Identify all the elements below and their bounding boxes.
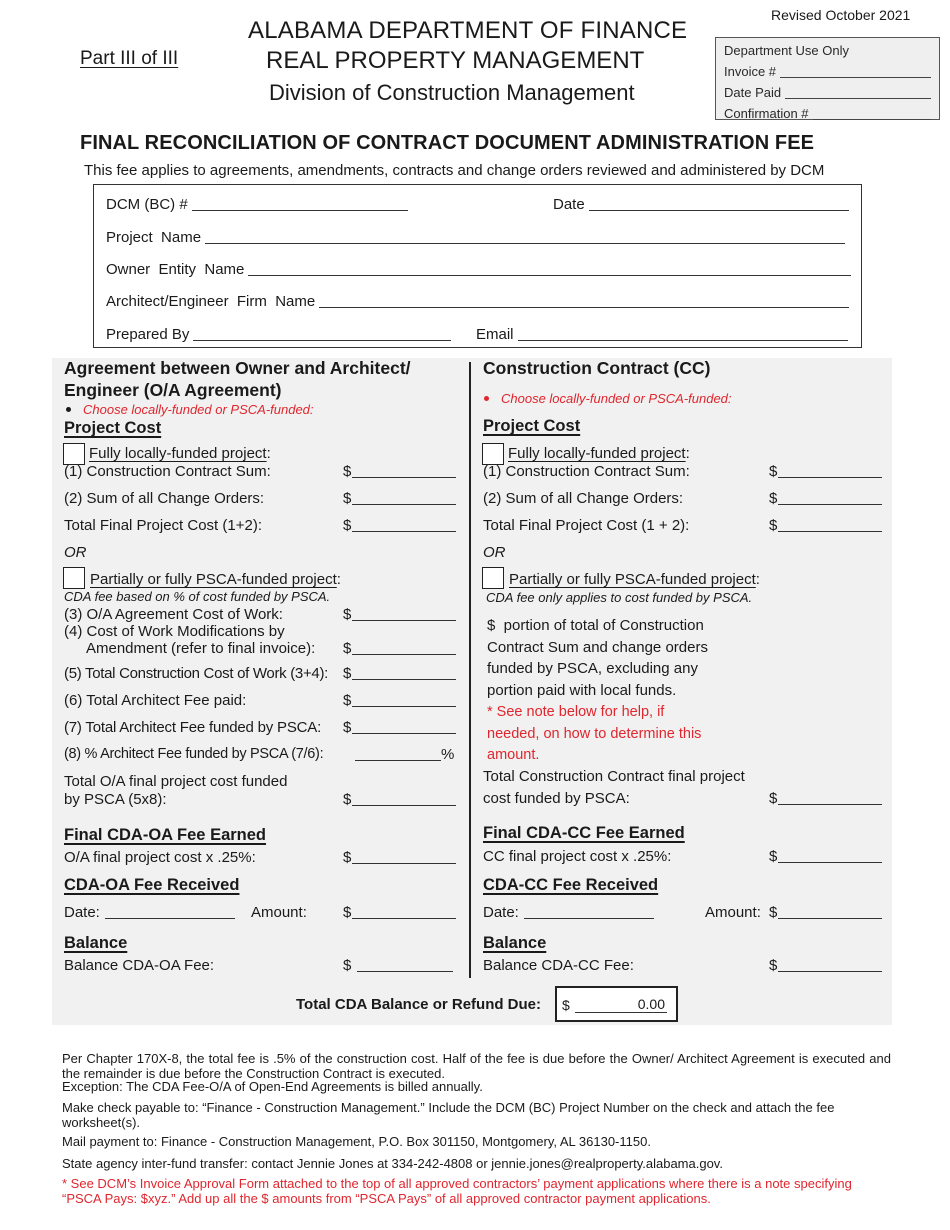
department-use-box [715,37,940,120]
interfund-transfer-note: State agency inter-fund transfer: contact Jennie Jones at 334-242-4808 or jennie.jones@realproperty.alabama.gov. [62,1156,723,1171]
oa-balance-heading: Balance [64,934,128,952]
bullet-icon [66,407,71,412]
prepared-by-label: Prepared By [106,326,190,343]
revision-date: Revised October 2021 [771,7,911,23]
oa-line5-field[interactable] [352,666,456,680]
dollar-sign: $ [769,490,778,507]
total-balance-label: Total CDA Balance or Refund Due: [296,996,542,1013]
dollar-sign: $ [343,517,352,534]
oa-line8-label: (8) % Architect Fee funded by PSCA (7/6): [64,746,324,762]
oa-fee-earned-heading: Final CDA-OA Fee Earned [64,826,267,844]
project-name-field[interactable] [205,230,845,244]
fee-policy-note: Per Chapter 170X-8, the total fee is .5% of the construction cost. Half of the fee is due before the Owner/ Architect Agreement is executed and the remainder is due before the Construction Contract is executed. [62,1051,891,1081]
oa-received-date-label: Date: [64,904,100,921]
dollar-sign: $ [343,692,352,709]
oa-line6-label: (6) Total Architect Fee paid: [64,692,247,709]
invoice-label: Invoice # [724,64,777,79]
bullet-icon [484,396,489,401]
agency-subdivision: Division of Construction Management [269,80,635,105]
column-divider [469,362,471,978]
oa-line2-field[interactable] [352,491,456,505]
cc-section-heading: Construction Contract (CC) [483,358,711,378]
oa-psca-option: Partially or fully PSCA-funded project: [90,571,341,588]
oa-line2-label: (2) Sum of all Change Orders: [64,490,265,507]
oa-received-amount-field[interactable] [352,905,456,919]
dollar-sign: $ [769,463,778,480]
confirmation-label: Confirmation # [724,106,809,121]
cc-psca-total-label-b: cost funded by PSCA: [483,790,630,807]
oa-line7-label: (7) Total Architect Fee funded by PSCA: [64,719,322,736]
part-indicator: Part III of III [80,48,179,69]
oa-total-field[interactable] [352,518,456,532]
cc-project-cost-heading: Project Cost [483,417,581,435]
dollar-sign: $ [343,791,352,808]
dollar-sign: $ [343,665,352,682]
oa-section-heading-1: Agreement between Owner and Architect/ [64,358,411,378]
oa-line4-label-a: (4) Cost of Work Modifications by [64,623,285,640]
cc-portion-line-1: $ portion of total of Construction [487,617,704,634]
oa-line3-field[interactable] [352,607,456,621]
cc-local-checkbox[interactable] [482,443,504,465]
dcm-number-field[interactable] [192,197,408,211]
cc-line1-field[interactable] [778,464,882,478]
cc-total-label: Total Final Project Cost (1 + 2): [483,517,690,534]
check-payable-note: Make check payable to: “Finance - Construction Management.” Include the DCM (BC) Project Number on the check and attach the fee worksheet(s). [62,1100,835,1130]
cc-or-label: OR [483,544,506,561]
project-name-label: Project Name [106,229,202,246]
cc-received-amount-label: Amount: [705,904,761,921]
oa-choose-note-text: Choose locally-funded or PSCA-funded: [83,402,314,417]
cc-portion-line-4: portion paid with local funds. [487,682,677,700]
prepared-by-field[interactable] [193,327,451,341]
oa-fee-earned-field[interactable] [352,850,456,864]
oa-balance-label: Balance CDA-OA Fee: [64,957,215,974]
dollar-sign: $ [769,517,778,534]
cc-fee-earned-label: CC final project cost x .25%: [483,848,672,865]
form-subtitle: This fee applies to agreements, amendments, contracts and change orders reviewed and administered by DCM [84,162,825,179]
dollar-sign: $ [343,490,352,507]
architect-firm-field[interactable] [319,294,849,308]
cc-fee-received-heading: CDA-CC Fee Received [483,876,659,894]
oa-line1-label: (1) Construction Contract Sum: [64,463,271,480]
owner-entity-field[interactable] [248,262,851,276]
email-field[interactable] [518,327,848,341]
cc-fee-earned-field[interactable] [778,849,882,863]
oa-or-label: OR [64,544,87,561]
oa-local-option: Fully locally-funded project: [89,445,271,462]
psca-help-note: * See DCM’s Invoice Approval Form attached to the top of all approved contractors’ payment applications where there is a note specifying “PSCA Pays: $xyz.” Add up all the $ amounts from “PSCA Pays” of all approved contractor payment applications. [62,1176,852,1206]
confirmation-field[interactable] [813,106,931,120]
oa-fee-earned-label: O/A final project cost x .25%: [64,849,256,866]
cc-line1-label: (1) Construction Contract Sum: [483,463,690,480]
cc-psca-note: CDA fee only applies to cost funded by PSCA. [486,590,753,605]
cc-total-field[interactable] [778,518,882,532]
oa-psca-checkbox[interactable] [63,567,85,589]
cc-psca-option: Partially or fully PSCA-funded project: [509,571,760,588]
oa-fee-received-heading: CDA-OA Fee Received [64,876,240,894]
percent-sign: % [441,746,455,763]
cc-choose-note [484,391,732,406]
cc-balance-heading: Balance [483,934,547,952]
cc-portion-description [487,615,708,767]
open-end-exception-note: Exception: The CDA Fee-O/A of Open-End Agreements is billed annually. [62,1079,483,1094]
dcm-number-label: DCM (BC) # [106,196,188,213]
cc-psca-option-text: Partially or fully PSCA-funded project [509,571,756,588]
total-balance-box[interactable] [555,986,678,1022]
dollar-sign: $ [343,640,352,657]
oa-received-date-field[interactable] [105,905,235,919]
oa-line6-field[interactable] [352,693,456,707]
oa-psca-total-label-b: by PSCA (5x8): [64,791,167,808]
date-paid-field[interactable] [785,85,931,99]
cc-local-option-text: Fully locally-funded project [508,445,686,462]
form-title: FINAL RECONCILIATION OF CONTRACT DOCUMENT ADMINISTRATION FEE [80,132,815,154]
oa-line8-field[interactable] [355,747,441,761]
dollar-sign: $ [562,997,570,1013]
cc-psca-total-label-a: Total Construction Contract final project [483,768,745,785]
dollar-sign: $ [769,957,778,974]
agency-name: ALABAMA DEPARTMENT OF FINANCE [248,17,688,44]
project-info-box [93,184,862,348]
dollar-sign: $ [769,904,778,921]
owner-entity-label: Owner Entity Name [106,261,245,278]
cc-line2-field[interactable] [778,491,882,505]
total-balance-value[interactable]: 0.00 [575,997,667,1013]
date-label: Date [553,196,585,213]
dollar-sign: $ [769,790,778,807]
dollar-sign: $ [343,904,352,921]
cc-help-line-1: * See note below for help, if [487,703,665,720]
cc-psca-total-field[interactable] [778,791,882,805]
oa-psca-note: CDA fee based on % of cost funded by PSCA. [64,589,331,604]
cc-choose-note-text: Choose locally-funded or PSCA-funded: [501,391,732,406]
oa-local-checkbox[interactable] [63,443,85,465]
cc-portion-line-2: Contract Sum and change orders [487,638,708,656]
oa-balance-field[interactable] [357,958,453,972]
dollar-sign: $ [343,719,352,736]
oa-psca-total-field[interactable] [352,792,456,806]
oa-line1-field[interactable] [352,464,456,478]
email-label: Email [476,326,514,343]
oa-line4-label-b: Amendment (refer to final invoice): [86,640,316,657]
cc-psca-checkbox[interactable] [482,567,504,589]
oa-line3-label: (3) O/A Agreement Cost of Work: [64,606,283,623]
dollar-sign: $ [343,463,352,480]
architect-firm-label: Architect/Engineer Firm Name [106,293,316,310]
oa-choose-note [66,402,314,417]
oa-line5-label: (5) Total Construction Cost of Work (3+4): [64,665,329,682]
cc-local-option: Fully locally-funded project: [508,445,690,462]
oa-received-amount-label: Amount: [251,904,307,921]
oa-section-heading-2: Engineer (O/A Agreement) [64,380,282,400]
dollar-sign: $ [343,957,352,974]
agency-division: REAL PROPERTY MANAGEMENT [266,47,645,74]
oa-line4-field[interactable] [352,641,456,655]
dollar-sign: $ [769,848,778,865]
date-paid-label: Date Paid [724,85,782,100]
invoice-field[interactable] [780,64,931,78]
cc-portion-line-3: funded by PSCA, excluding any [487,660,698,678]
oa-psca-total-label-a: Total O/A final project cost funded [64,773,288,790]
cc-balance-label: Balance CDA-CC Fee: [483,957,634,974]
cc-received-date-label: Date: [483,904,519,921]
dollar-sign: $ [343,849,352,866]
department-use-title-text: Department Use Only [724,43,849,58]
cc-help-line-3: amount. [487,747,540,764]
cc-balance-field[interactable] [778,958,882,972]
oa-total-label: Total Final Project Cost (1+2): [64,517,262,534]
cc-fee-earned-heading: Final CDA-CC Fee Earned [483,824,685,842]
department-use-title [724,39,931,60]
oa-psca-option-text: Partially or fully PSCA-funded project [90,571,337,588]
oa-line7-field[interactable] [352,720,456,734]
mail-payment-note: Mail payment to: Finance - Construction Management, P.O. Box 301150, Montgomery, AL 36130-1150. [62,1134,651,1149]
cc-line2-label: (2) Sum of all Change Orders: [483,490,684,507]
oa-local-option-text: Fully locally-funded project [89,445,267,462]
cc-received-date-field[interactable] [524,905,654,919]
dollar-sign: $ [343,606,352,623]
cc-help-line-2: needed, on how to determine this [487,725,702,742]
oa-project-cost-heading: Project Cost [64,419,162,437]
date-field[interactable] [589,197,849,211]
cc-received-amount-field[interactable] [778,905,882,919]
